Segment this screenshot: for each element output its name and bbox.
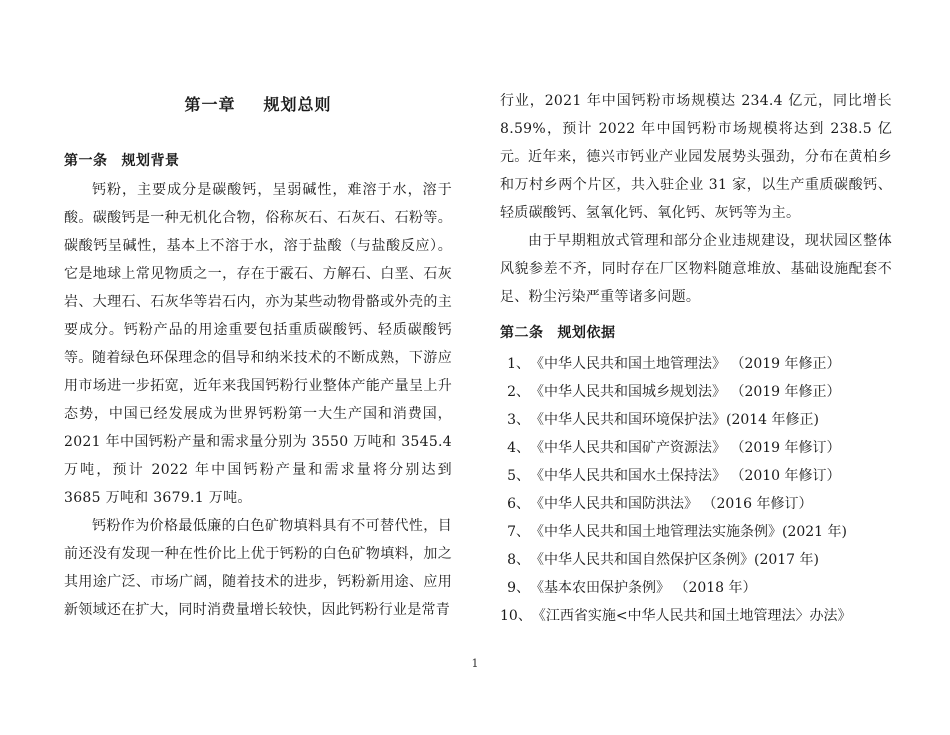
chapter-name: 规划总则 [263,95,332,114]
legal-basis-item-text: 《中华人民共和国土地管理法》 （2019 年修正） [530,356,841,372]
legal-basis-item-number: 8、 [507,552,530,568]
page-number: 1 [471,657,479,670]
paragraph-background-3-continued: 行业，2021 年中国钙粉市场规模达 234.4 亿元，同比增长 8.59%，预计 2022 年中国钙粉市场规模将达到 238.5 亿元。 [500,93,892,165]
legal-basis-item-text: 《中华人民共和国城乡规划法》 （2019 年修正） [530,384,841,400]
paragraph-background-3: 钙粉作为价格最低廉的白色矿物填料具有不可替代性，目前还没有发现一种在性价比上优于钙粉的白色矿物填料，加之其用途广泛、市场广阔，随着技术的进步，钙粉新用途、应用新领域还在扩大，同时消费量增长较快，因此钙粉行业是常青 [64,518,452,618]
legal-basis-item-number: 3、 [507,412,530,428]
legal-basis-item-number: 6、 [507,496,530,512]
legal-basis-item [500,490,920,518]
legal-basis-item [500,518,920,546]
legal-basis-item-text: 《中华人民共和国矿产资源法》 （2019 年修订） [530,440,841,456]
legal-basis-item-number: 7、 [507,524,530,540]
chapter-title [64,92,452,115]
legal-basis-item-text: 《基本农田保护条例》 （2018 年） [530,580,757,596]
article-2-heading [500,322,616,342]
legal-basis-item [500,350,920,378]
legal-basis-item-text: 《中华人民共和国防洪法》 （2016 年修订） [530,496,813,512]
legal-basis-item [500,462,920,490]
legal-basis-item-number: 2、 [507,384,530,400]
paragraph-background-5: 由于早期粗放式管理和部分企业违规建设，现状园区整体风貌参差不齐，同时存在厂区物料随意堆放、基础设施配套不足、粉尘污染严重等诸多问题。 [500,233,892,305]
legal-basis-item [500,406,920,434]
legal-basis-item-text: 《中华人民共和国土地管理法实施条例》(2021 年) [530,524,848,540]
legal-basis-item-number: 10、 [500,608,532,624]
article-2-number: 第二条 [500,325,544,341]
legal-basis-item-number: 9、 [507,580,530,596]
paragraph-background-1: 钙粉，主要成分是碳酸钙，呈弱碱性，难溶于水，溶于酸。碳酸钙是一种无机化合物，俗称灰石、石灰石、石粉等。碳酸钙呈碱性，基本上不溶于水，溶于盐酸（与盐酸反应）。它是地球上常见物质之一，存在于霰石、方解石、白垩、石灰岩、大理石、石灰华等岩石内，亦为某些动物骨骼或外壳的主要成分。钙粉产品的用途重要包括重质碳酸钙、轻质碳酸钙等。 [64,182,452,366]
article-2-name: 规划依据 [557,325,616,341]
legal-basis-item-number: 4、 [507,440,530,456]
legal-basis-item [500,602,920,630]
legal-basis-item-number: 1、 [507,356,530,372]
chapter-number: 第一章 [184,95,236,114]
legal-basis-item-number: 5、 [507,468,530,484]
article-1-number: 第一条 [64,153,108,169]
legal-basis-item-text: 《中华人民共和国环境保护法》(2014 年修正) [530,412,820,428]
article-1-heading [64,150,180,170]
legal-basis-item [500,546,920,574]
legal-basis-item-text: 《中华人民共和国自然保护区条例》(2017 年) [530,552,820,568]
paragraph-background-4: 近年来，德兴市钙业产业园发展势头强劲，分布在黄柏乡和万村乡两个片区，共入驻企业 31 家，以生产重质碳酸钙、轻质碳酸钙、氢氧化钙、氧化钙、灰钙等为主。 [500,149,892,221]
paragraph-background-2: 随着绿色环保理念的倡导和纳米技术的不断成熟，下游应用市场进一步拓宽，近年来我国钙粉行业整体产能产量呈上升态势，中国已经发展成为世界钙粉第一大生产国和消费国，2021 年中国钙粉产量和需求量分别为 3550 万吨和 3545.4 万吨，预计 2022 年中国钙粉产量和需求量将分别达到 3685 万吨和 3679.1 万吨。 [64,350,452,506]
legal-basis-item [500,574,920,602]
legal-basis-list [500,350,920,630]
legal-basis-item [500,378,920,406]
article-1-name: 规划背景 [121,153,180,169]
legal-basis-item-text: 《中华人民共和国水土保持法》 （2010 年修订） [530,468,841,484]
legal-basis-item-text: 《江西省实施<中华人民共和国土地管理法〉办法》 [531,608,852,624]
legal-basis-item [500,434,920,462]
